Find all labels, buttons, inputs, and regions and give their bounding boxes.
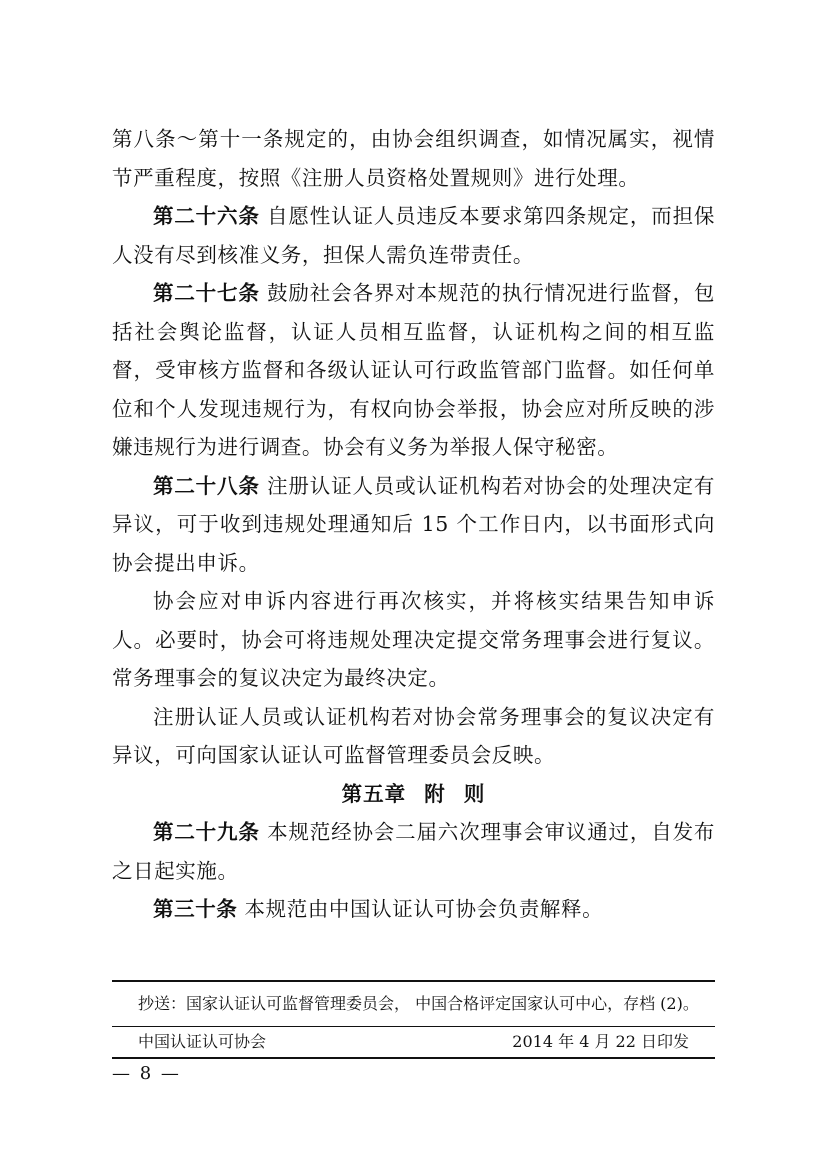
body-text xyxy=(112,120,715,929)
article-label: 第三十条 xyxy=(153,897,238,921)
paragraph-text: 第八条～第十一条规定的，由协会组织调查，如情况属实，视情节严重程度，按照《注册人员资格处置规则》进行处理。 xyxy=(112,127,715,190)
paragraph-text: 注册认证人员或认证机构若对协会常务理事会的复议决定有异议，可向国家认证认可监督管理委员会反映。 xyxy=(112,704,715,767)
issuer-name: 中国认证认可协会 xyxy=(138,1032,267,1051)
cc-line: 抄送：国家认证认可监督管理委员会， 中国合格评定国家认可中心，存档 (2)。 xyxy=(138,994,699,1013)
page-number: — 8 — xyxy=(112,1063,181,1084)
article-27 xyxy=(112,274,715,467)
article-28 xyxy=(112,467,715,583)
issue-date: 2014 年 4 月 22 日印发 xyxy=(512,1032,689,1051)
article-label: 第二十六条 xyxy=(153,204,260,228)
footer-bottom-rule xyxy=(112,1057,715,1059)
article-label: 第二十八条 xyxy=(153,473,260,498)
chapter-title: 第五章 附 则 xyxy=(341,781,486,806)
paragraph-continuation xyxy=(112,120,715,197)
article-30 xyxy=(112,890,715,929)
issuance-footer xyxy=(112,980,715,1059)
article-text: 自愿性认证人员违反本要求第四条规定，而担保人没有尽到核准义务，担保人需负连带责任。 xyxy=(112,204,716,267)
article-text: 本规范由中国认证认可协会负责解释。 xyxy=(237,897,604,921)
article-26 xyxy=(112,197,715,274)
article-29 xyxy=(112,813,715,890)
article-text: 本规范经协会二届六次理事会审议通过，自发布之日起实施。 xyxy=(112,820,716,883)
paragraph-text: 协会应对申诉内容进行再次核实，并将核实结果告知申诉人。必要时，协会可将违规处理决定提交常务理事会进行复议。常务理事会的复议决定为最终决定。 xyxy=(112,589,715,690)
article-text: 鼓励社会各界对本规范的执行情况进行监督，包括社会舆论监督，认证人员相互监督，认证机构之间的相互监督，受审核方监督和各级认证认可行政监管部门监督。如任何单位和个人发现违规行为，有权向协会举报，协会应对所反映的涉嫌违规行为进行调查。协会有义务为举报人保守秘密。 xyxy=(112,281,716,459)
article-label: 第二十七条 xyxy=(153,281,260,305)
paragraph-appeal-objection xyxy=(112,698,715,775)
article-text: 注册认证人员或认证机构若对协会的处理决定有异议，可于收到违规处理通知后 15 个工作日内，以书面形式向协会提出申诉。 xyxy=(112,473,716,575)
issue-line xyxy=(112,1027,715,1057)
paragraph-appeal-review xyxy=(112,582,715,698)
article-label: 第二十九条 xyxy=(153,820,260,844)
